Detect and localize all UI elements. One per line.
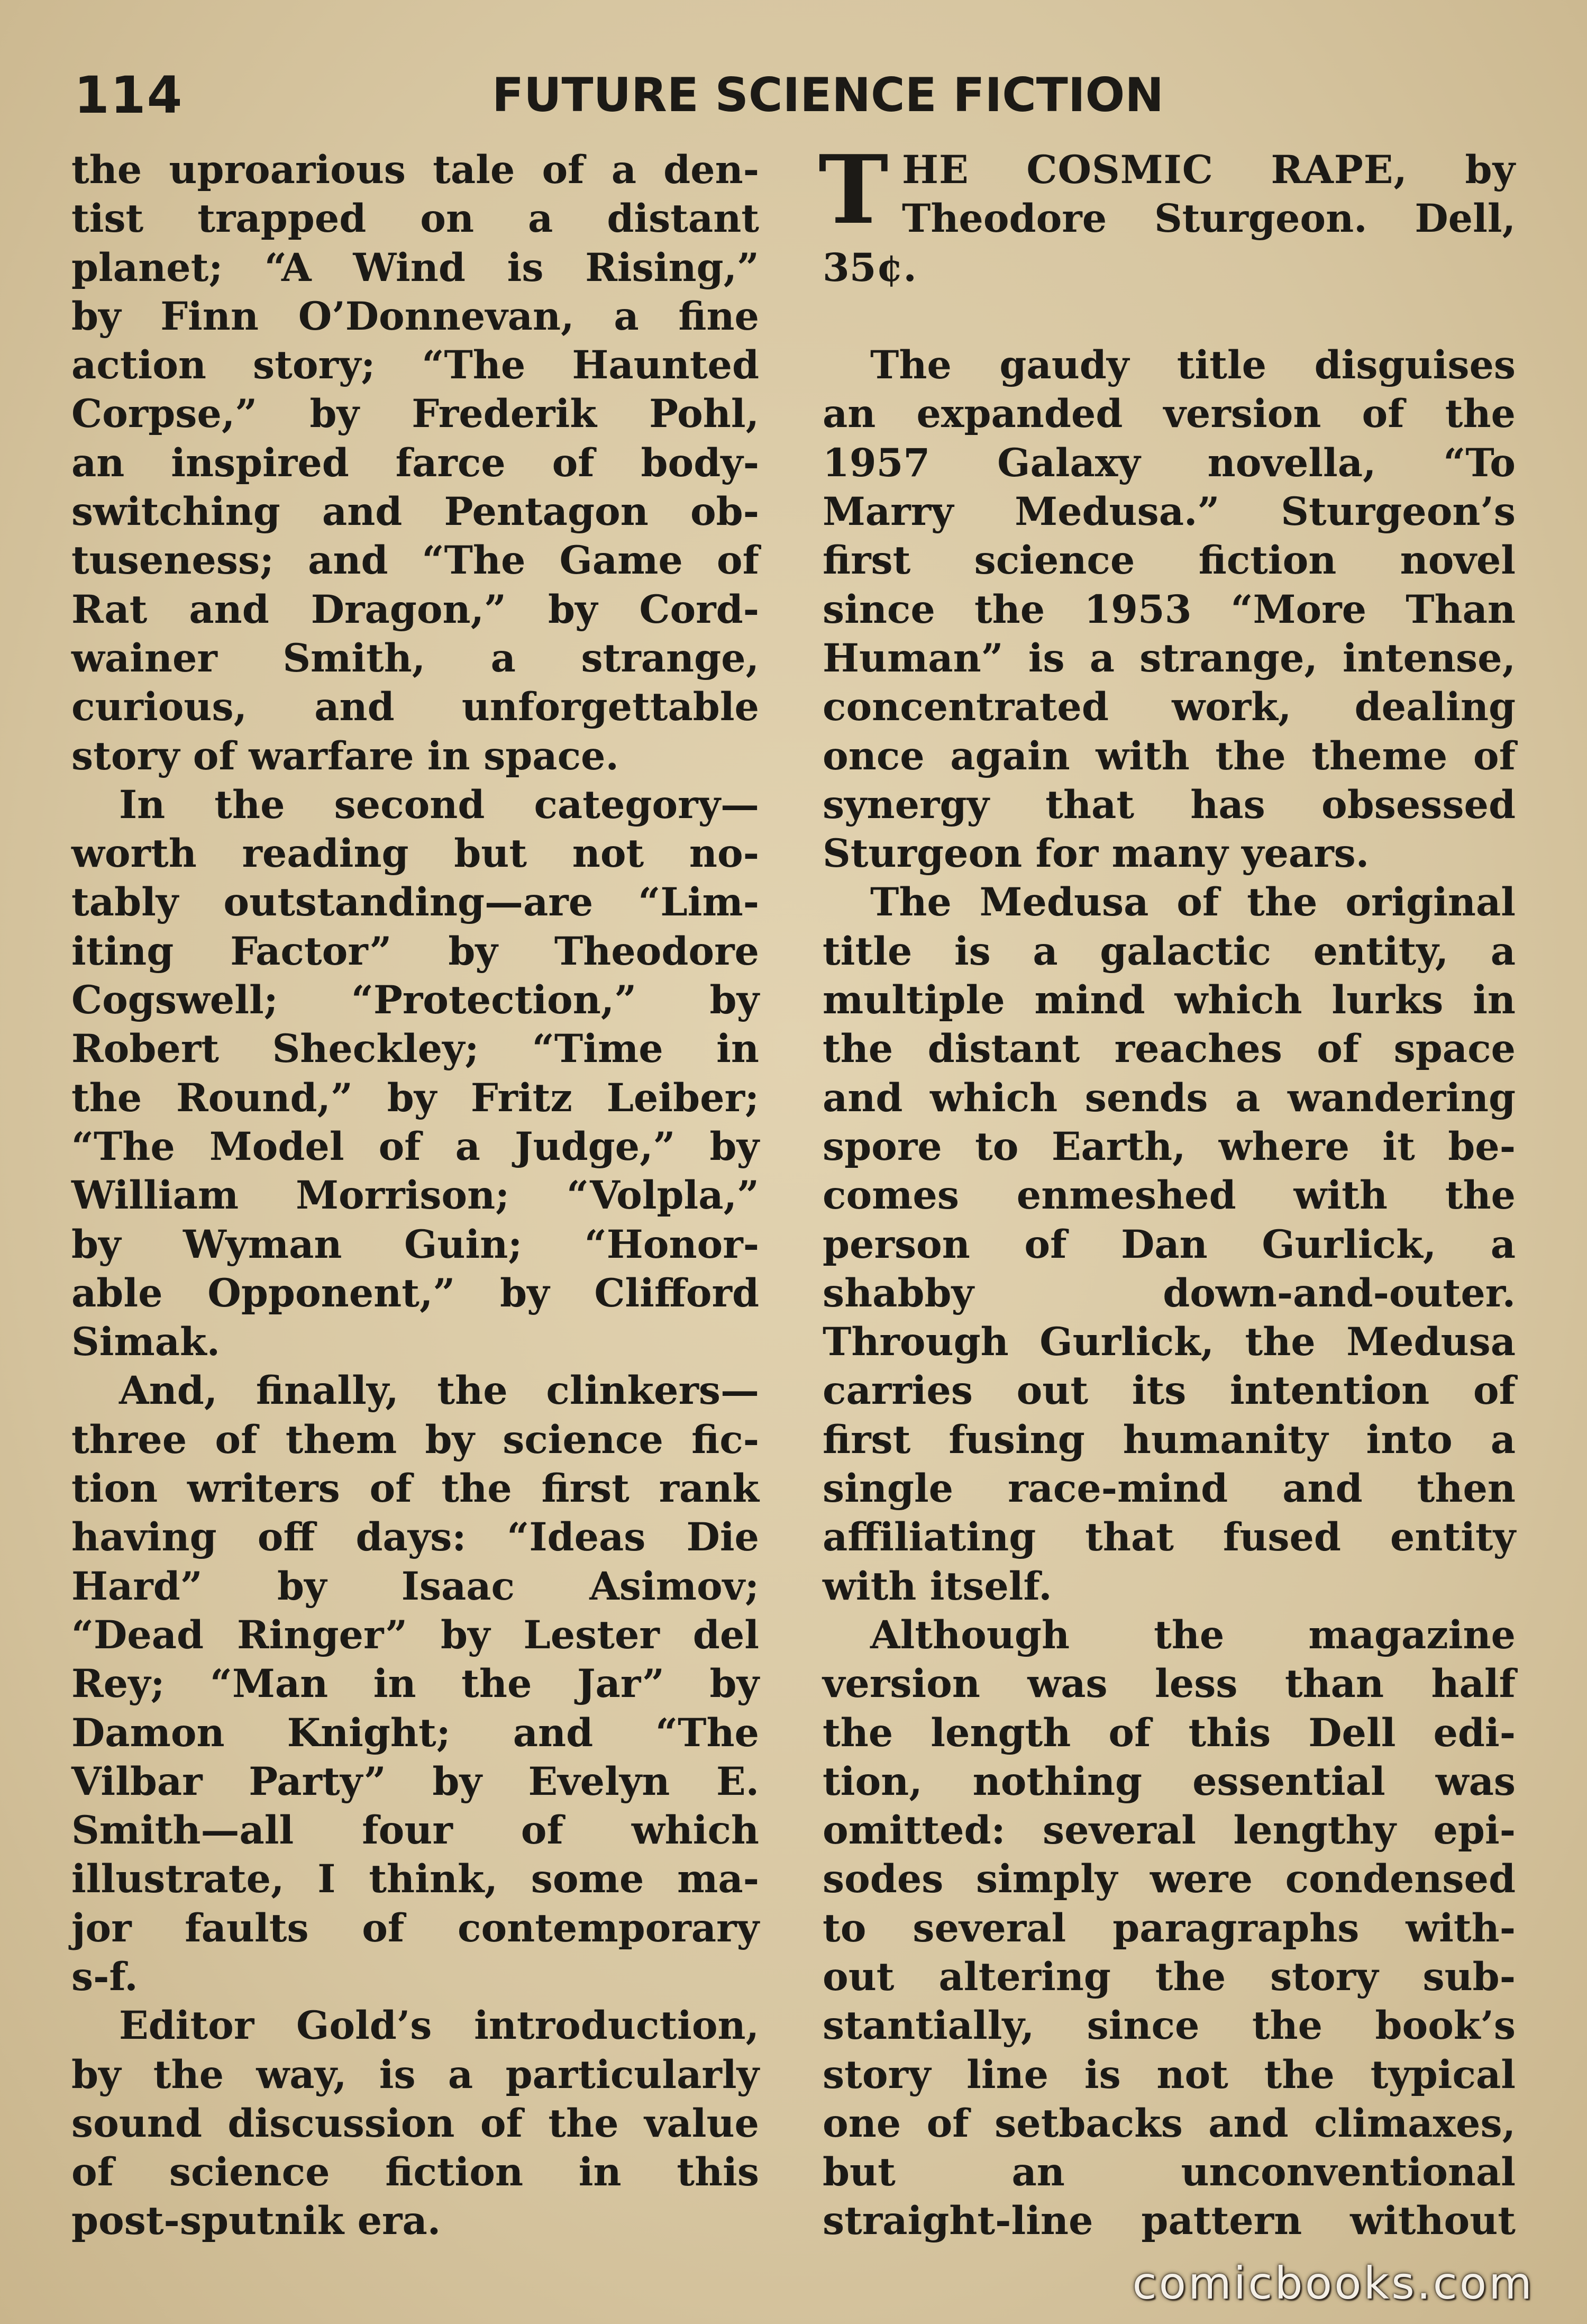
text-line: Marry Medusa.” Sturgeon’s [823, 489, 1516, 535]
text-line: “Dead Ringer” by Lester del [71, 1612, 759, 1658]
text-line: tion writers of the first rank [71, 1466, 759, 1512]
text-line: tably outstanding—are “Lim- [71, 879, 759, 925]
watermark-logo: comicbooks.com [1132, 2257, 1534, 2309]
text-line: curious, and unforgettable [71, 684, 759, 730]
text-line: the length of this Dell edi- [823, 1710, 1516, 1756]
text-line: Simak. [71, 1319, 220, 1365]
text-line: worth reading but not no- [71, 831, 759, 877]
text-line: out altering the story sub- [823, 1954, 1516, 2000]
text-line: single race-mind and then [823, 1466, 1516, 1512]
text-line: Hard” by Isaac Asimov; [71, 1563, 759, 1609]
text-line: tist trapped on a distant [71, 196, 759, 242]
text-line: Human” is a strange, intense, [823, 635, 1516, 681]
text-line: Sturgeon for many years. [823, 831, 1370, 877]
text-line: Smith—all four of which [71, 1808, 759, 1854]
text-line: by Finn O’Donnevan, a fine [71, 293, 759, 339]
text-line: comes enmeshed with the [823, 1173, 1516, 1219]
text-line: but an unconventional [823, 2149, 1516, 2195]
review-heading [818, 134, 1516, 292]
text-line: And, finally, the clinkers— [119, 1368, 759, 1414]
text-line: to several paragraphs with- [823, 1905, 1516, 1951]
text-line: the uproarious tale of a den- [71, 147, 759, 193]
text-line: of science fiction in this [71, 2149, 759, 2195]
drop-cap: T [818, 134, 889, 245]
text-line: Cogswell; “Protection,” by [71, 977, 759, 1023]
text-line: shabby down-and-outer. [823, 1270, 1516, 1316]
text-line: and which sends a wandering [823, 1075, 1516, 1121]
text-line: Rat and Dragon,” by Cord- [71, 586, 759, 632]
review-title-line: HE COSMIC RAPE, by [902, 147, 1516, 193]
text-line: Through Gurlick, the Medusa [823, 1319, 1516, 1365]
text-line: by Wyman Guin; “Honor- [71, 1221, 759, 1267]
text-line: Robert Sheckley; “Time in [71, 1026, 759, 1072]
text-line: The Medusa of the original [870, 879, 1516, 925]
text-line: 1957 Galaxy novella, “To [823, 440, 1516, 486]
text-line: sodes simply were condensed [823, 1856, 1516, 1902]
text-line: Rey; “Man in the Jar” by [71, 1661, 759, 1707]
spacer [823, 292, 1516, 341]
text-line: planet; “A Wind is Rising,” [71, 244, 759, 290]
text-line: William Morrison; “Volpla,” [71, 1173, 759, 1219]
text-line: having off days: “Ideas Die [71, 1514, 759, 1560]
text-line: person of Dan Gurlick, a [823, 1221, 1516, 1267]
text-line: tuseness; and “The Game of [71, 538, 759, 584]
text-line: an expanded version of the [823, 391, 1516, 437]
text-line: tion, nothing essential was [823, 1758, 1516, 1804]
text-line: In the second category— [119, 782, 759, 828]
text-line: version was less than half [823, 1661, 1516, 1707]
text-line: with itself. [823, 1563, 1052, 1609]
text-line: Although the magazine [870, 1612, 1516, 1658]
text-line: concentrated work, dealing [823, 684, 1516, 730]
text-line: once again with the theme of [823, 733, 1516, 779]
text-line: carries out its intention of [823, 1368, 1516, 1414]
text-line: Damon Knight; and “The [71, 1710, 759, 1756]
text-line: by the way, is a particularly [71, 2051, 759, 2098]
text-line: stantially, since the book’s [823, 2003, 1516, 2049]
right-column [818, 134, 1516, 2246]
text-line: straight-line pattern without [823, 2198, 1516, 2244]
text-line: sound discussion of the value [71, 2100, 759, 2146]
review-title-line: Theodore Sturgeon. Dell, [902, 196, 1516, 242]
text-line: first fusing humanity into a [823, 1417, 1516, 1463]
text-line: The gaudy title disguises [870, 342, 1516, 388]
text-line: story line is not the typical [823, 2051, 1516, 2098]
review-title-line: 35¢. [823, 244, 917, 290]
text-line: Vilbar Party” by Evelyn E. [71, 1758, 759, 1804]
text-line: the Round,” by Fritz Leiber; [71, 1075, 759, 1121]
text-line: title is a galactic entity, a [823, 928, 1516, 974]
text-line: Corpse,” by Frederik Pohl, [71, 391, 759, 437]
text-line: able Opponent,” by Clifford [71, 1270, 759, 1316]
text-line: first science fiction novel [823, 538, 1516, 584]
page-number: 114 [74, 66, 184, 125]
text-line: wainer Smith, a strange, [71, 635, 759, 681]
text-line: “The Model of a Judge,” by [71, 1123, 759, 1169]
text-line: affiliating that fused entity [823, 1514, 1516, 1560]
text-line: story of warfare in space. [71, 733, 619, 779]
text-line: iting Factor” by Theodore [71, 928, 759, 974]
text-line: s-f. [71, 1954, 138, 2000]
page-header [74, 61, 1518, 130]
text-line: multiple mind which lurks in [823, 977, 1516, 1023]
text-line: post-sputnik era. [71, 2198, 441, 2244]
text-line: one of setbacks and climaxes, [823, 2100, 1516, 2146]
text-line: three of them by science fic- [71, 1417, 759, 1463]
text-line: switching and Pentagon ob- [71, 489, 759, 535]
text-line: since the 1953 “More Than [823, 586, 1516, 632]
text-line: synergy that has obsessed [823, 782, 1516, 828]
running-head: FUTURE SCIENCE FICTION [491, 68, 1164, 122]
text-line: spore to Earth, where it be- [823, 1123, 1516, 1169]
text-line: jor faults of contemporary [71, 1905, 759, 1951]
text-line: the distant reaches of space [823, 1026, 1516, 1072]
left-column [71, 146, 759, 2246]
text-line: omitted: several lengthy epi- [823, 1808, 1516, 1854]
text-line: illustrate, I think, some ma- [71, 1856, 759, 1902]
text-line: action story; “The Haunted [71, 342, 759, 388]
text-line: an inspired farce of body- [71, 440, 759, 486]
text-line: Editor Gold’s introduction, [119, 2003, 759, 2049]
